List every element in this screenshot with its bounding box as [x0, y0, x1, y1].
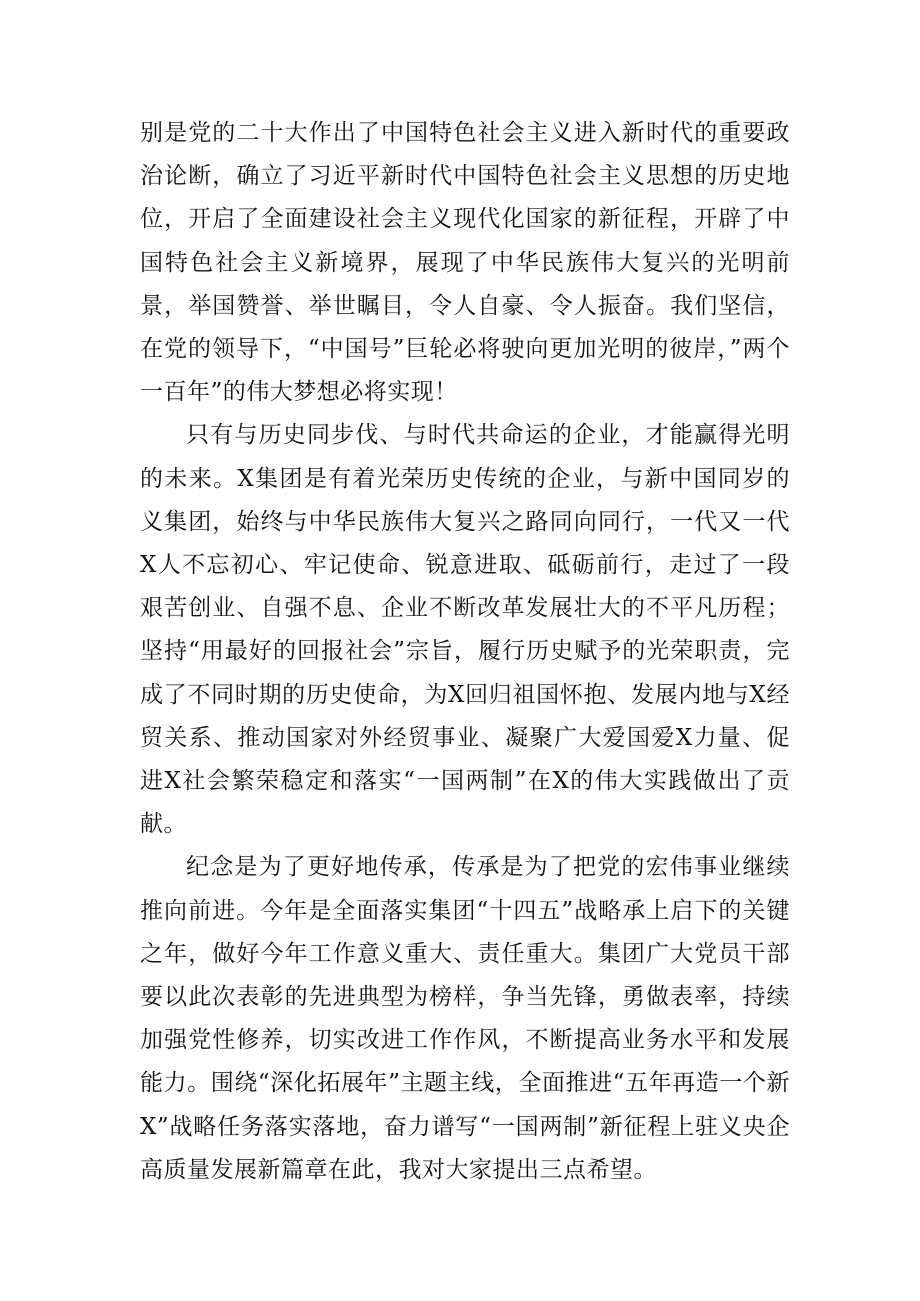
- paragraph-1: 别是党的二十大作出了中国特色社会主义进入新时代的重要政治论断，确立了习近平新时代中国特色社会主义思想的历史地位，开启了全面建设社会主义现代化国家的新征程，开辟了中国特色社会主义新境界，展现了中华民族伟大复兴的光明前景，举国赞誉、举世瞩目，令人自豪、令人振奋。我们坚信，在党的领导下，“中国号”巨轮必将驶向更加光明的彼岸，”两个一百年”的伟大梦想必将实现！: [140, 120, 790, 406]
- document-page: [140, 112, 790, 1192]
- paragraph-2: 只有与历史同步伐、与时代共命运的企业，才能赢得光明的未来。X集团是有着光荣历史传统的企业，与新中国同岁的义集团，始终与中华民族伟大复兴之路同向同行，一代又一代X人不忘初心、牢记使命、锐意进取、砥砺前行，走过了一段艰苦创业、自强不息、企业不断改革发展壮大的不平凡历程；坚持“用最好的回报社会”宗旨，履行历史赋予的光荣职责，完成了不同时期的历史使命，为X回归祖国怀抱、发展内地与X经贸关系、推动国家对外经贸事业、凝聚广大爱国爱X力量、促进X社会繁荣稳定和落实“一国两制”在X的伟大实践做出了贡献。: [140, 422, 790, 838]
- paragraph-3: 纪念是为了更好地传承，传承是为了把党的宏伟事业继续推向前进。今年是全面落实集团“十四五”战略承上启下的关键之年，做好今年工作意义重大、责任重大。集团广大党员干部要以此次表彰的先进典型为榜样，争当先锋，勇做表率，持续加强党性修养，切实改进工作作风，不断提高业务水平和发展能力。围绕“深化拓展年”主题主线，全面推进“五年再造一个新X”战略任务落实落地，奋力谱写“一国两制”新征程上驻义央企高质量发展新篇章在此，我对大家提出三点希望。: [140, 854, 790, 1183]
